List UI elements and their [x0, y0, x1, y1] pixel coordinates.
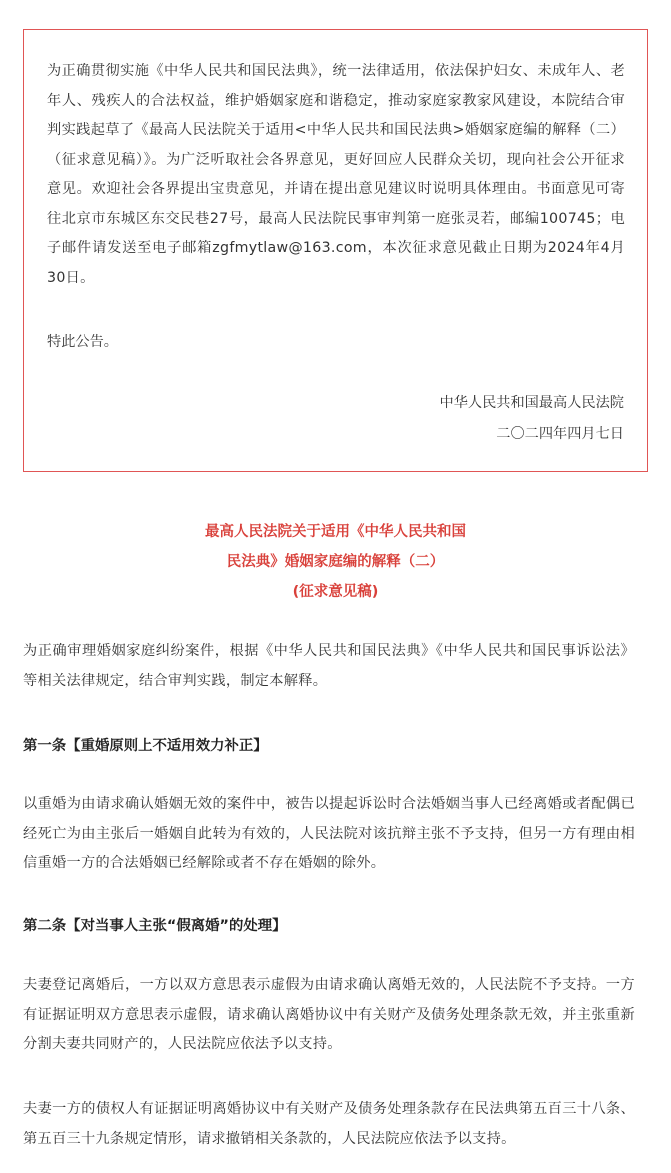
preamble-paragraph: 为正确审理婚姻家庭纠纷案件，根据《中华人民共和国民法典》《中华人民共和国民事诉讼法》等相关法律规定，结合审判实践，制定本解释。	[23, 643, 635, 689]
document-title-line-1: 最高人民法院关于适用《中华人民共和国	[205, 524, 466, 540]
document-title-line-2: 民法典》婚姻家庭编的解释（二）	[226, 554, 445, 570]
article-2-heading: 第二条【对当事人主张“假离婚”的处理】	[23, 918, 287, 934]
document-title	[0, 517, 671, 607]
announcement-date: 二〇二四年四月七日	[496, 426, 624, 442]
article-2-paragraph-2: 夫妻一方的债权人有证据证明离婚协议中有关财产及债务处理条款存在民法典第五百三十八条、第五百三十九条规定情形，请求撤销相关条款的，人民法院应依法予以支持。	[23, 1101, 635, 1147]
announcement-body: 为正确贯彻实施《中华人民共和国民法典》，统一法律适用，依法保护妇女、未成年人、老年人、残疾人的合法权益，维护婚姻家庭和谐稳定，推动家庭家教家风建设，本院结合审判实践起草了《最高人民法院关于适用<中华人民共和国民法典>婚姻家庭编的解释（二）（征求意见稿）》。为广泛听取社会各界意见，更好回应人民群众关切，现向社会公开征求意见。欢迎社会各界提出宝贵意见，并请在提出意见建议时说明具体理由。书面意见可寄往北京市东城区东交民巷27号，最高人民法院民事审判第一庭张灵若，邮编100745；电子邮件请发送至电子邮箱zgfmytlaw@163.com，本次征求意见截止日期为2024年4月30日。	[47, 63, 625, 286]
document-title-line-3: (征求意见稿)	[292, 584, 379, 600]
article-1-paragraph: 以重婚为由请求确认婚姻无效的案件中，被告以提起诉讼时合法婚姻当事人已经离婚或者配偶已经死亡为由主张后一婚姻自此转为有效的，人民法院对该抗辩主张不予支持，但另一方有理由相信重婚一方的合法婚姻已经解除或者不存在婚姻的除外。	[23, 796, 635, 871]
announcement-closing: 特此公告。	[47, 334, 118, 350]
article-1-heading: 第一条【重婚原则上不适用效力补正】	[23, 738, 268, 754]
article-2-paragraph-1: 夫妻登记离婚后，一方以双方意思表示虚假为由请求确认离婚无效的，人民法院不予支持。一方有证据证明双方意思表示虚假，请求确认离婚协议中有关财产及债务处理条款无效，并主张重新分割夫妻共同财产的，人民法院应依法予以支持。	[23, 977, 635, 1052]
announcement-issuer: 中华人民共和国最高人民法院	[439, 395, 624, 411]
